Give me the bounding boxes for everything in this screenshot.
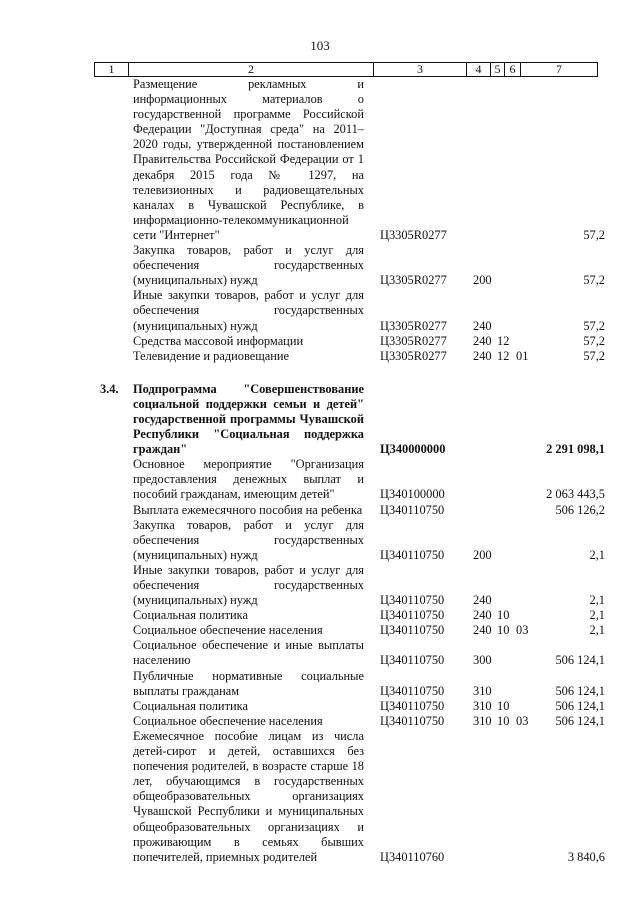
table-row [0,518,640,563]
row-code: Ц340110750 [380,502,445,517]
row-section: 12 [497,333,510,348]
table-row [0,669,640,699]
row-name: Телевидение и радиовещание [133,348,290,363]
header-col-2: 2 [129,63,374,77]
header-col-6: 6 [505,63,521,77]
table-row [0,638,640,668]
row-name: Размещение рекламных и информационных материалов о государственной программе Российской Федерации "Доступная среда" на 2011–2020 годы, утвержденной постановлением Правительства Российской Федерации от 1 декабря 2015 года № 1297, на телевизионных и радиовещательных каналах в Чувашской Республике, в информационно-телекоммуникационной сети "Интернет" [133,77,364,242]
row-expense-type: 240 [473,348,492,363]
row-amount: 506 124,1 [555,683,605,698]
row-subsection: 01 [516,348,529,363]
header-col-7: 7 [521,63,598,77]
row-amount: 2,1 [589,608,605,623]
row-name: Основное мероприятие "Организация предоставления денежных выплат и пособий гражданам, имеющим детей" [133,457,364,502]
row-amount: 57,2 [583,227,605,242]
row-section: 10 [497,713,510,728]
table-row [0,608,640,623]
row-name: Публичные нормативные социальные выплаты гражданам [133,668,364,698]
row-name: Социальное обеспечение населения [133,713,323,728]
row-amount: 506 124,1 [555,698,605,713]
row-expense-type: 240 [473,608,492,623]
row-amount: 57,2 [583,333,605,348]
row-amount: 57,2 [583,318,605,333]
row-amount: 506 124,1 [555,713,605,728]
row-name: Иные закупки товаров, работ и услуг для обеспечения государственных (муниципальных) нужд [133,288,364,333]
row-code: Ц340110760 [380,849,445,864]
row-code: Ц3305R0277 [380,333,447,348]
row-expense-type: 310 [473,698,492,713]
row-section: 12 [497,348,510,363]
table-header [94,62,598,77]
row-amount: 57,2 [583,348,605,363]
row-amount: 2 291 098,1 [546,442,605,457]
row-code: Ц340000000 [380,442,446,457]
row-amount: 506 126,2 [555,502,605,517]
header-col-5: 5 [491,63,505,77]
row-name: Социальная политика [133,608,248,623]
table-row [0,563,640,608]
section-gap [0,364,640,382]
row-name: Выплата ежемесячного пособия на ребенка [133,502,363,517]
row-expense-type: 310 [473,683,492,698]
row-name: Средства массовой информации [133,333,304,348]
row-code: Ц3305R0277 [380,273,447,288]
row-code: Ц3305R0277 [380,318,447,333]
row-name: Социальное обеспечение и иные выплаты населению [133,638,364,668]
row-amount: 57,2 [583,273,605,288]
table-row [0,457,640,502]
budget-rows [0,77,640,865]
row-name: Иные закупки товаров, работ и услуг для обеспечения государственных (муниципальных) нужд [133,562,364,608]
row-subsection: 03 [516,623,529,638]
row-code: Ц3305R0277 [380,227,447,242]
row-section: 10 [497,698,510,713]
row-section: 10 [497,623,510,638]
header-col-1: 1 [95,63,129,77]
row-code: Ц340110750 [380,653,445,668]
row-code: Ц340110750 [380,547,445,562]
table-row [0,623,640,638]
row-expense-type: 240 [473,333,492,348]
table-row-subprogram [0,382,640,457]
table-row [0,699,640,714]
row-amount: 2 063 443,5 [546,487,605,502]
row-expense-type: 200 [473,547,492,562]
row-expense-type: 240 [473,318,492,333]
row-subsection: 03 [516,713,529,728]
row-expense-type: 240 [473,593,492,608]
row-expense-type: 300 [473,653,492,668]
row-code: Ц340110750 [380,593,445,608]
row-expense-type: 200 [473,273,492,288]
row-amount: 506 124,1 [555,653,605,668]
row-section: 10 [497,608,510,623]
row-name: Социальное обеспечение населения [133,623,323,638]
row-expense-type: 310 [473,713,492,728]
header-col-3: 3 [374,63,467,77]
table-row [0,334,640,349]
table-row [0,349,640,364]
row-code: Ц340110750 [380,683,445,698]
row-code: Ц340110750 [380,608,445,623]
row-code: Ц3305R0277 [380,348,447,363]
row-name: Ежемесячное пособие лицам из числа детей-сирот и детей, оставшихся без попечения родителей, в возрасте старше 18 лет, обучающимся в государственных общеобразовательных организациях Чувашской Республики и муниципальных общеобразовательных организациях и проживающим в семьях бывших попечителей, приемных родителей [133,728,364,864]
row-code: Ц340110750 [380,623,445,638]
row-amount: 2,1 [589,623,605,638]
table-row [0,77,640,243]
table-row [0,714,640,729]
row-amount: 2,1 [589,547,605,562]
row-code: Ц340100000 [380,487,445,502]
row-number: 3.4. [100,381,119,396]
row-name: Социальная политика [133,698,248,713]
table-row [0,243,640,288]
table-row [0,288,640,333]
row-name: Закупка товаров, работ и услуг для обеспечения государственных (муниципальных) нужд [133,243,364,288]
row-amount: 2,1 [589,593,605,608]
table-row [0,503,640,518]
table-row [0,729,640,865]
page-number: 103 [310,38,330,53]
row-code: Ц340110750 [380,713,445,728]
row-name: Подпрограмма "Совершенствование социальной поддержки семьи и детей" государственной программы Чувашской Республики "Социальная поддержка граждан" [133,381,364,457]
row-name: Закупка товаров, работ и услуг для обеспечения государственных (муниципальных) нужд [133,517,364,562]
row-amount: 3 840,6 [567,849,605,864]
header-col-4: 4 [467,63,491,77]
row-code: Ц340110750 [380,698,445,713]
row-expense-type: 240 [473,623,492,638]
